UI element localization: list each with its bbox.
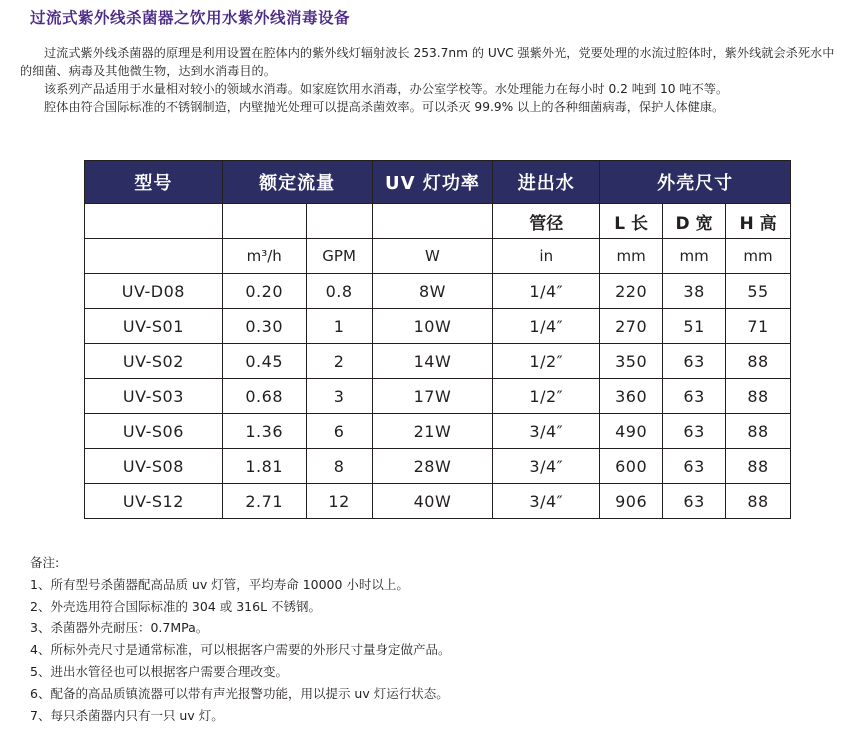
cell-flow-m3h: 0.68 [222,379,306,414]
cell-flow-gpm: 12 [306,484,372,519]
table-row [85,344,791,379]
cell-height: 88 [726,414,791,449]
cell-length: 490 [600,414,663,449]
cell-power: 8W [372,274,493,309]
cell-length: 360 [600,379,663,414]
cell-flow-gpm: 0.8 [306,274,372,309]
subheader-length: L 长 [600,204,663,239]
intro-paragraph: 过流式紫外线杀菌器的原理是利用设置在腔体内的紫外线灯辐射波长 253.7nm 的 UVC 强紫外光，党要处理的水流过腔体时，紫外线就会杀死水中的细菌、病毒及其他微生物，达到水消毒目的。 [20,46,835,78]
cell-height: 88 [726,484,791,519]
cell-width: 63 [663,379,726,414]
subheader-width: D 宽 [663,204,726,239]
header-power: UV 灯功率 [372,161,493,204]
cell-model: UV-S06 [85,414,223,449]
table-header-row [85,161,791,204]
cell-model: UV-S01 [85,309,223,344]
table-row [85,379,791,414]
cell-height: 88 [726,344,791,379]
unit-inch: in [493,239,600,274]
header-flow: 额定流量 [222,161,372,204]
cell-flow-gpm: 3 [306,379,372,414]
subheader-height: H 高 [726,204,791,239]
cell-power: 10W [372,309,493,344]
unit-mm-width: mm [663,239,726,274]
cell-length: 600 [600,449,663,484]
spec-table [84,160,791,519]
unit-watt: W [372,239,493,274]
intro-text [20,44,840,116]
cell-flow-gpm: 1 [306,309,372,344]
unit-m3h: m³/h [222,239,306,274]
cell-model: UV-S03 [85,379,223,414]
cell-pipe: 1/2″ [493,379,600,414]
cell-flow-gpm: 2 [306,344,372,379]
cell-model: UV-S02 [85,344,223,379]
note-item: 1、所有型号杀菌器配高品质 uv 灯管，平均寿命 10000 小时以上。 [30,576,409,592]
note-item: 3、杀菌器外壳耐压：0.7MPa。 [30,620,209,636]
note-item: 6、配备的高品质镇流器可以带有声光报警功能，用以提示 uv 灯运行状态。 [30,685,449,701]
table-row [85,449,791,484]
intro-paragraph: 该系列产品适用于水量相对较小的领域水消毒。如家庭饮用水消毒，办公室学校等。水处理能力在每小时 0.2 吨到 10 吨不等。 [44,82,729,96]
cell-power: 17W [372,379,493,414]
cell-length: 350 [600,344,663,379]
intro-paragraph: 腔体由符合国际标准的不锈钢制造，内壁抛光处理可以提高杀菌效率。可以杀灭 99.9% 以上的各种细菌病毒，保护人体健康。 [44,100,725,114]
notes [30,552,450,726]
note-item: 4、所标外壳尺寸是通常标准，可以根据客户需要的外形尺寸量身定做产品。 [30,642,451,658]
cell-flow-m3h: 1.81 [222,449,306,484]
cell-width: 38 [663,274,726,309]
cell-power: 21W [372,414,493,449]
page-title: 过流式紫外线杀菌器之饮用水紫外线消毒设备 [30,9,351,27]
table-row [85,309,791,344]
cell-model: UV-S08 [85,449,223,484]
cell-power: 40W [372,484,493,519]
cell-power: 28W [372,449,493,484]
cell-flow-gpm: 8 [306,449,372,484]
cell-width: 63 [663,484,726,519]
note-item: 5、进出水管径也可以根据客户需要合理改变。 [30,663,288,679]
cell-flow-m3h: 0.45 [222,344,306,379]
cell-length: 220 [600,274,663,309]
table-row [85,484,791,519]
unit-mm-height: mm [726,239,791,274]
cell-pipe: 3/4″ [493,414,600,449]
cell-pipe: 3/4″ [493,449,600,484]
cell-height: 55 [726,274,791,309]
cell-pipe: 1/2″ [493,344,600,379]
cell-width: 63 [663,414,726,449]
cell-pipe: 1/4″ [493,309,600,344]
table-row [85,414,791,449]
cell-length: 906 [600,484,663,519]
cell-model: UV-D08 [85,274,223,309]
subheader-pipe: 管径 [493,204,600,239]
cell-flow-m3h: 2.71 [222,484,306,519]
note-item: 2、外壳选用符合国际标准的 304 或 316L 不锈钢。 [30,598,322,614]
unit-gpm: GPM [306,239,372,274]
table-subheader-row [85,204,791,239]
cell-length: 270 [600,309,663,344]
cell-flow-m3h: 0.20 [222,274,306,309]
cell-height: 71 [726,309,791,344]
table-units-row [85,239,791,274]
cell-flow-gpm: 6 [306,414,372,449]
notes-heading: 备注: [30,555,60,570]
header-size: 外壳尺寸 [600,161,791,204]
cell-pipe: 1/4″ [493,274,600,309]
table-row [85,274,791,309]
note-item: 7、每只杀菌器内只有一只 uv 灯。 [30,707,224,723]
header-model: 型号 [85,161,223,204]
cell-height: 88 [726,449,791,484]
unit-mm-length: mm [600,239,663,274]
cell-height: 88 [726,379,791,414]
cell-model: UV-S12 [85,484,223,519]
header-inout: 进出水 [493,161,600,204]
cell-width: 63 [663,449,726,484]
cell-flow-m3h: 0.30 [222,309,306,344]
cell-power: 14W [372,344,493,379]
cell-pipe: 3/4″ [493,484,600,519]
cell-flow-m3h: 1.36 [222,414,306,449]
cell-width: 63 [663,344,726,379]
cell-width: 51 [663,309,726,344]
